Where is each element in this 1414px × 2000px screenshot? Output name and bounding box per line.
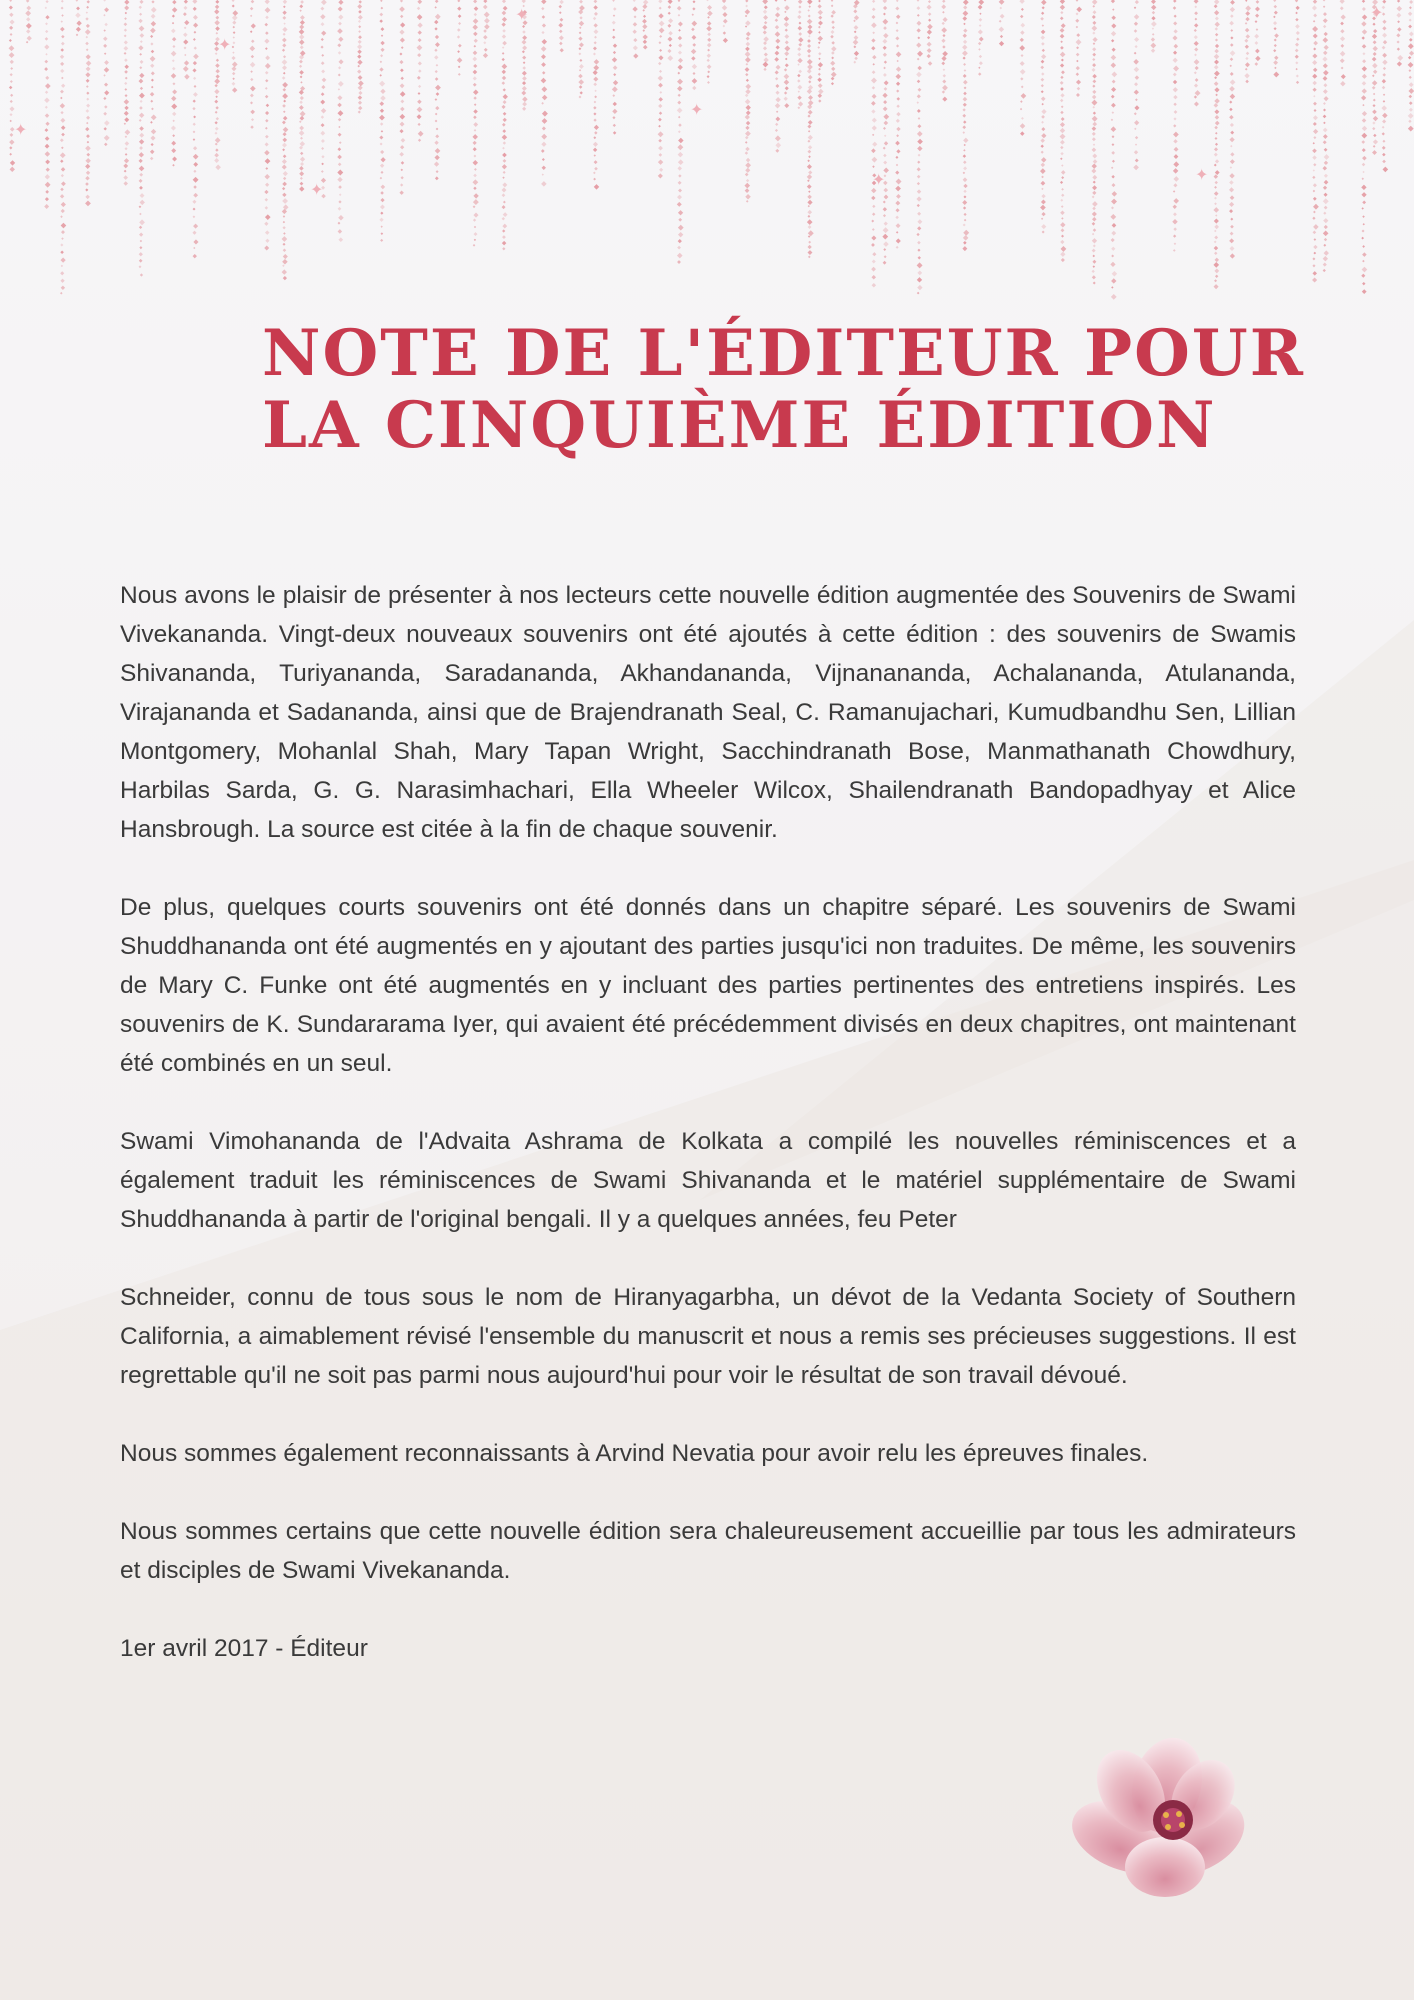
paragraph-1: Nous avons le plaisir de présenter à nos lecteurs cette nouvelle édition augmentée des Souvenirs de Swami Vivekananda. Vingt-deux nouveaux souvenirs ont été ajoutés à cette édition : des souvenirs de Swamis Shivananda, Turiyananda, Saradananda, Akhandananda, Vijnanananda, Achalananda, Atulananda, Virajananda et Sadananda, ainsi que de Brajendranath Seal, C. Ramanujachari, Kumudbandhu Sen, Lillian Montgomery, Mohanlal Shah, Mary Tapan Wright, Sacchindranath Bose, Manmathanath Chowdhury, Harbilas Sarda, G. G. Narasimhachari, Ella Wheeler Wilcox, Shailendranath Bandopadhyay et Alice Hansbrough. La source est citée à la fin de chaque souvenir.	[120, 582, 1296, 843]
svg-text:✦: ✦	[515, 7, 529, 24]
svg-text:✦: ✦	[872, 172, 886, 189]
page-title	[262, 316, 1305, 463]
svg-text:✦: ✦	[690, 102, 704, 119]
title-line-1: NOTE DE L'ÉDITEUR POUR	[262, 316, 1305, 391]
date-signature: 1er avril 2017 - Éditeur	[120, 1635, 368, 1662]
svg-text:✦: ✦	[218, 37, 232, 54]
svg-text:✦: ✦	[1370, 5, 1384, 22]
glitter-garland-decoration	[0, 0, 1414, 310]
paragraph-2: De plus, quelques courts souvenirs ont été donnés dans un chapitre séparé. Les souvenirs de Swami Shuddhananda ont été augmentés en y ajoutant des parties jusqu'ici non traduites. De même, les souvenirs de Mary C. Funke ont été augmentés en y incluant des parties pertinentes des entretiens inspirés. Les souvenirs de K. Sundararama Iyer, qui avaient été précédemment divisés en deux chapitres, ont maintenant été combinés en un seul.	[120, 894, 1296, 1077]
svg-text:✦: ✦	[310, 182, 324, 199]
body-text	[120, 576, 1296, 1668]
svg-text:✦: ✦	[1195, 167, 1209, 184]
title-line-2: LA CINQUIÈME ÉDITION	[262, 388, 1217, 463]
paragraph-4: Schneider, connu de tous sous le nom de Hiranyagarbha, un dévot de la Vedanta Society of Southern California, a aimablement révisé l'ensemble du manuscrit et nous a remis ses précieuses suggestions. Il est regrettable qu'il ne soit pas parmi nous aujourd'hui pour voir le résultat de son travail dévoué.	[120, 1284, 1296, 1389]
paragraph-5: Nous sommes également reconnaissants à Arvind Nevatia pour avoir relu les épreuves finales.	[120, 1440, 1149, 1467]
svg-text:✦: ✦	[14, 122, 28, 139]
paragraph-6: Nous sommes certains que cette nouvelle édition sera chaleureusement accueillie par tous les admirateurs et disciples de Swami Vivekananda.	[120, 1518, 1296, 1584]
magnolia-flower-icon	[1045, 1725, 1285, 1915]
paragraph-3: Swami Vimohananda de l'Advaita Ashrama de Kolkata a compilé les nouvelles réminiscences et a également traduit les réminiscences de Swami Shivananda et le matériel supplémentaire de Swami Shuddhananda à partir de l'original bengali. Il y a quelques années, feu Peter	[120, 1128, 1296, 1233]
